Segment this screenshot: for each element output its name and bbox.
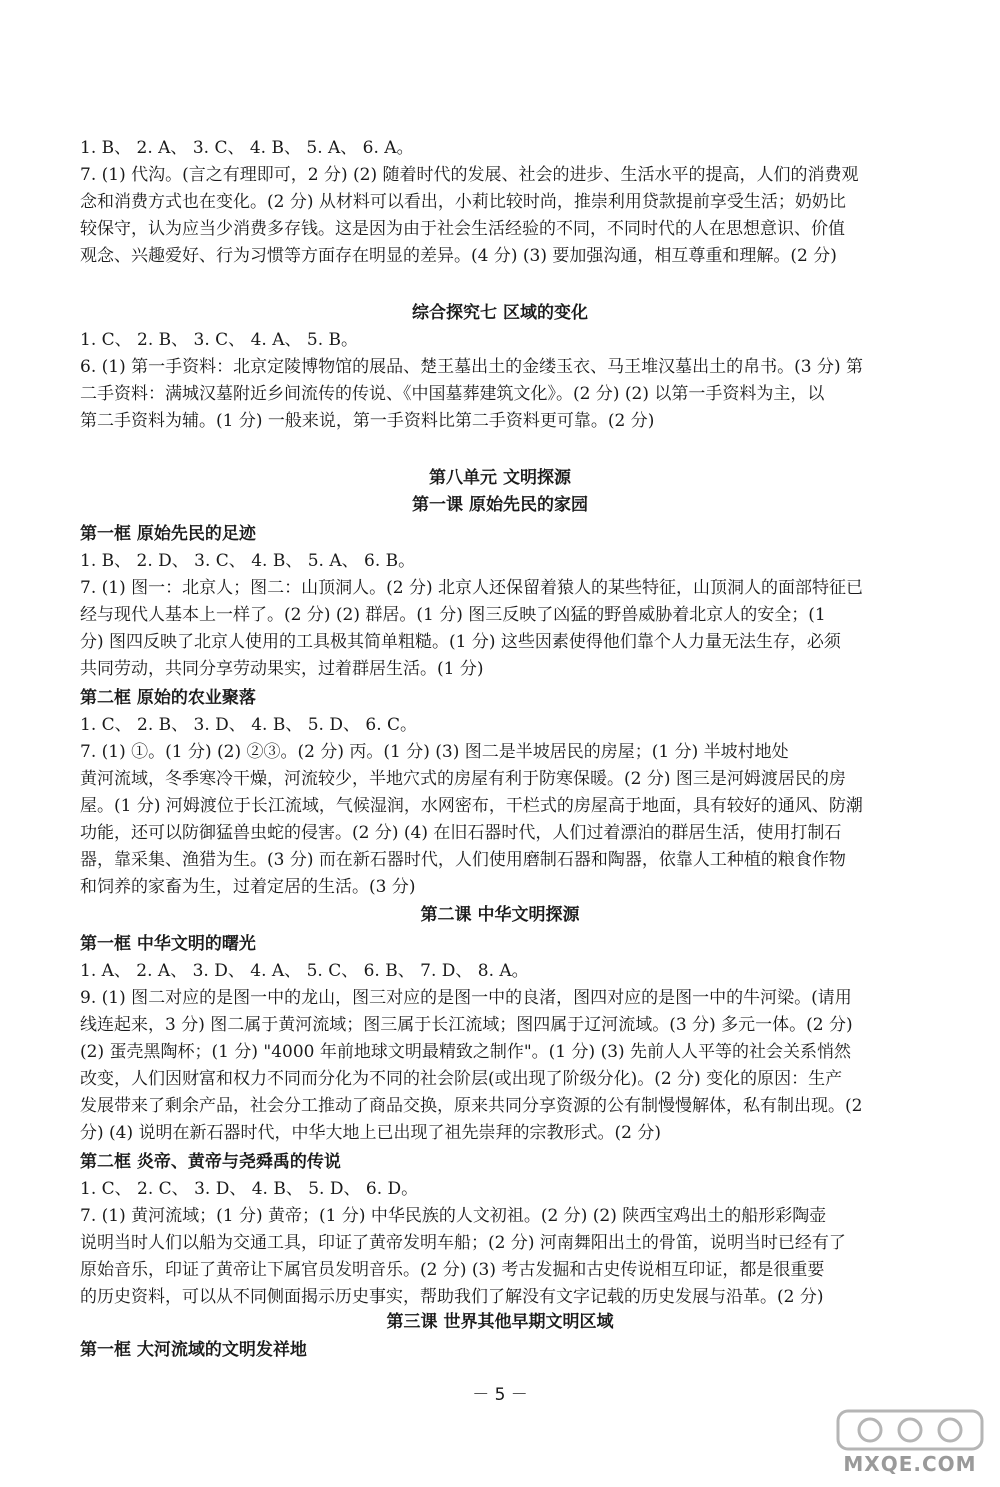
answer-line: 9. (1) 图二对应的是图一中的龙山，图三对应的是图一中的良渚，图四对应的是图一中的牛河梁。(请用 (80, 988, 852, 1008)
answer-line: 二手资料：满城汉墓附近乡间流传的传说、《中国墓葬建筑文化》。(2 分) (2) 以第一手资料为主，以 (80, 384, 825, 404)
answer-line: 改变，人们因财富和权力不同而分化为不同的社会阶层(或出现了阶级分化)。(2 分) 变化的原因：生产 (80, 1069, 843, 1089)
page-number: － 5 － (472, 1385, 528, 1405)
answer-line: (2) 蛋壳黑陶杯；(1 分) "4000 年前地球文明最精致之制作"。(1 分) (3) 先前人人平等的社会关系悄然 (80, 1042, 852, 1062)
frame-heading: 第二框 原始的农业聚落 (80, 688, 256, 708)
answer-line: 发展带来了剩余产品，社会分工推动了商品交换，原来共同分享资源的公有制慢慢解体，私有制出现。(2 (80, 1096, 863, 1116)
answer-line: 7. (1) 代沟。(言之有理即可，2 分) (2) 随着时代的发展、社会的进步、生活水平的提高，人们的消费观 (80, 165, 859, 185)
answer-line: 7. (1) ①。(1 分) (2) ②③。(2 分) 丙。(1 分) (3) 图二是半坡居民的房屋；(1 分) 半坡村地处 (80, 742, 789, 762)
answer-line: 7. (1) 图一：北京人；图二：山顶洞人。(2 分) 北京人还保留着猿人的某些特征，山顶洞人的面部特征已 (80, 578, 863, 598)
watermark-logo-icon (830, 1405, 990, 1455)
section-heading: 综合探究七 区域的变化 (412, 303, 588, 323)
answer-line: 屋。(1 分) 河姆渡位于长江流域，气候湿润，水网密布，干栏式的房屋高于地面，具有较好的通风、防潮 (80, 796, 863, 816)
watermark (830, 1405, 990, 1480)
answer-line: 1. A、 2. A、 3. D、 4. A、 5. C、 6. B、 7. D、 8. A。 (80, 961, 529, 981)
frame-heading: 第一框 大河流域的文明发祥地 (80, 1340, 307, 1360)
answer-line: 1. C、 2. B、 3. C、 4. A、 5. B。 (80, 330, 359, 350)
answer-line: 念和消费方式也在变化。(2 分) 从材料可以看出，小莉比较时尚，推崇利用贷款提前享受生活；奶奶比 (80, 192, 846, 212)
answer-line: 分) (4) 说明在新石器时代，中华大地上已出现了祖先崇拜的宗教形式。(2 分) (80, 1123, 662, 1143)
unit-heading: 第八单元 文明探源 (429, 468, 571, 488)
answer-line: 观念、兴趣爱好、行为习惯等方面存在明显的差异。(4 分) (3) 要加强沟通，相互尊重和理解。(2 分) (80, 246, 837, 266)
frame-heading: 第一框 原始先民的足迹 (80, 524, 256, 544)
answer-line: 说明当时人们以船为交通工具，印证了黄帝发明车船；(2 分) 河南舞阳出土的骨笛，说明当时已经有了 (80, 1233, 846, 1253)
answer-line: 器，靠采集、渔猎为生。(3 分) 而在新石器时代，人们使用磨制石器和陶器，依靠人工种植的粮食作物 (80, 850, 846, 870)
answer-line: 共同劳动，共同分享劳动果实，过着群居生活。(1 分) (80, 659, 484, 679)
frame-heading: 第二框 炎帝、黄帝与尧舜禹的传说 (80, 1152, 341, 1172)
answer-line: 较保守，认为应当少消费多存钱。这是因为由于社会生活经验的不同，不同时代的人在思想意识、价值 (80, 219, 845, 239)
answer-line: 1. B、 2. D、 3. C、 4. B、 5. A、 6. B。 (80, 551, 416, 571)
lesson-heading: 第二课 中华文明探源 (420, 905, 580, 925)
answer-line: 线连起来，3 分) 图二属于黄河流域；图三属于长江流域；图四属于辽河流域。(3 分) 多元一体。(2 分) (80, 1015, 853, 1035)
answer-line: 7. (1) 黄河流域；(1 分) 黄帝；(1 分) 中华民族的人文初祖。(2 分) (2) 陕西宝鸡出土的船形彩陶壶 (80, 1206, 827, 1226)
lesson-heading: 第三课 世界其他早期文明区域 (386, 1312, 614, 1332)
watermark-text: MXQE.COM (843, 1452, 977, 1476)
answer-line: 1. B、 2. A、 3. C、 4. B、 5. A、 6. A。 (80, 138, 414, 158)
answer-line: 1. C、 2. B、 3. D、 4. B、 5. D、 6. C。 (80, 715, 418, 735)
answer-line: 6. (1) 第一手资料：北京定陵博物馆的展品、楚王墓出土的金缕玉衣、马王堆汉墓出土的帛书。(3 分) 第 (80, 357, 863, 377)
lesson-heading: 第一课 原始先民的家园 (412, 495, 588, 515)
answer-line: 分) 图四反映了北京人使用的工具极其简单粗糙。(1 分) 这些因素使得他们靠个人力量无法生存，必须 (80, 632, 841, 652)
answer-line: 1. C、 2. C、 3. D、 4. B、 5. D、 6. D。 (80, 1179, 419, 1199)
answer-line: 和饲养的家畜为生，过着定居的生活。(3 分) (80, 877, 416, 897)
frame-heading: 第一框 中华文明的曙光 (80, 934, 256, 954)
answer-line: 原始音乐，印证了黄帝让下属官员发明音乐。(2 分) (3) 考古发掘和古史传说相互印证，都是很重要 (80, 1260, 825, 1280)
answer-line: 黄河流域，冬季寒冷干燥，河流较少，半地穴式的房屋有利于防寒保暖。(2 分) 图三是河姆渡居民的房 (80, 769, 846, 789)
answer-line: 的历史资料，可以从不同侧面揭示历史事实，帮助我们了解没有文字记载的历史发展与沿革。(2 分) (80, 1287, 824, 1307)
answer-line: 经与现代人基本上一样了。(2 分) (2) 群居。(1 分) 图三反映了凶猛的野兽威胁着北京人的安全；(1 (80, 605, 826, 625)
answer-line: 第二手资料为辅。(1 分) 一般来说，第一手资料比第二手资料更可靠。(2 分) (80, 411, 655, 431)
answer-line: 功能，还可以防御猛兽虫蛇的侵害。(2 分) (4) 在旧石器时代，人们过着漂泊的群居生活，使用打制石 (80, 823, 842, 843)
